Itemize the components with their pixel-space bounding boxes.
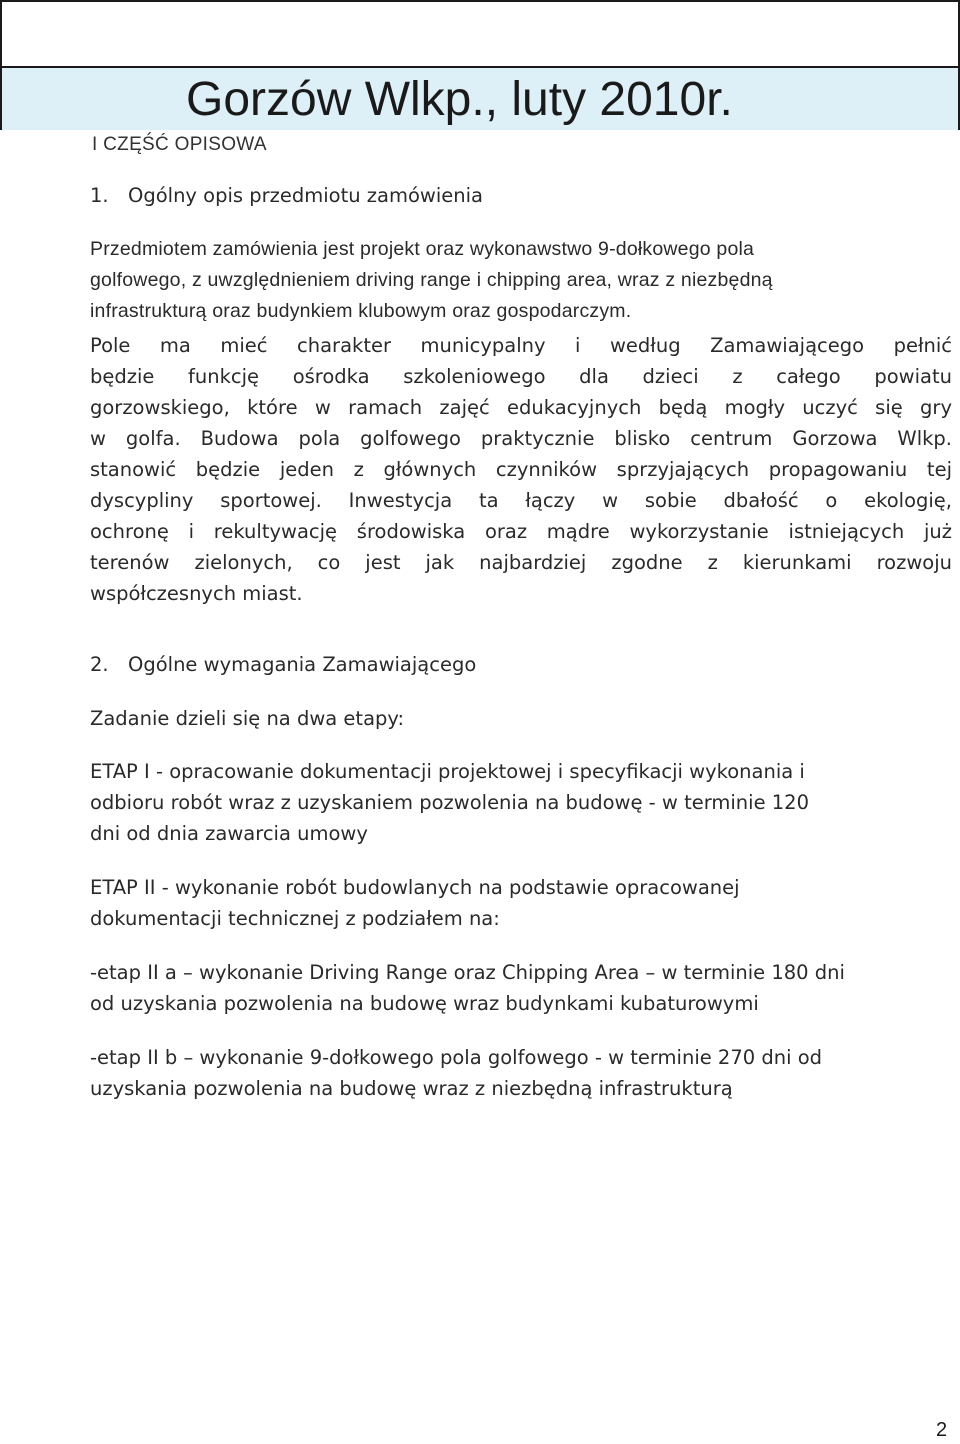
etap-1 <box>90 756 952 849</box>
section-2-number: 2. <box>90 653 109 676</box>
etap-2b-line: uzyskania pozwolenia na budowę wraz z niezbędną infrastrukturą <box>90 1077 733 1100</box>
body-line: ochronę i rekultywację środowiska oraz mądre wykorzystanie istniejących już <box>90 520 952 543</box>
section-1-number: 1. <box>90 184 109 207</box>
body-line: terenów zielonych, co jest jak najbardziej zgodne z kierunkami rozwoju <box>90 551 952 574</box>
page-number: 2 <box>936 1419 948 1441</box>
etap-2-line: ETAP II - wykonanie robót budowlanych na podstawie opracowanej <box>90 876 740 899</box>
body-line: dyscypliny sportowej. Inwestycja ta łączy w sobie dbałość o ekologię, <box>90 489 952 512</box>
stages-intro-text: Zadanie dzieli się na dwa etapy: <box>90 707 405 730</box>
section-2-heading <box>90 651 476 679</box>
section-2-title: Ogólne wymagania Zamawiającego <box>128 653 477 676</box>
etap-2a <box>90 957 952 1019</box>
intro-line: golfowego, z uwzględnieniem driving range i chipping area, wraz z niezbędną <box>90 269 773 291</box>
etap-1-line: ETAP I - opracowanie dokumentacji projektowej i specyfikacji wykonania i <box>90 760 805 783</box>
section-1-heading <box>90 182 483 210</box>
intro-line: Przedmiotem zamówienia jest projekt oraz wykonawstwo 9-dołkowego pola <box>90 238 755 260</box>
etap-2b <box>90 1042 952 1104</box>
part-title: I CZĘŚĆ OPISOWA <box>92 134 267 155</box>
body-line: gorzowskiego, które w ramach zajęć edukacyjnych będą mogły uczyć się gry <box>90 396 952 419</box>
etap-1-line: dni od dnia zawarcia umowy <box>90 822 368 845</box>
etap-2a-line: -etap II a – wykonanie Driving Range oraz Chipping Area – w terminie 180 dni <box>90 961 845 984</box>
body-line: Pole ma mieć charakter municypalny i według Zamawiającego pełnić <box>90 334 952 357</box>
body-line: stanowić będzie jeden z głównych czynników sprzyjających propagowaniu tej <box>90 458 952 481</box>
intro-line: infrastrukturą oraz budynkiem klubowym oraz gospodarczym. <box>90 300 632 322</box>
etap-1-line: odbioru robót wraz z uzyskaniem pozwolenia na budowę - w terminie 120 <box>90 791 809 814</box>
body-line: współczesnych miast. <box>90 582 303 605</box>
etap-2-line: dokumentacji technicznej z podziałem na: <box>90 907 500 930</box>
section-1-intro <box>90 234 952 327</box>
header-date-line: Gorzów Wlkp., luty 2010r. <box>186 73 733 126</box>
section-1-body <box>90 330 952 609</box>
etap-2a-line: od uzyskania pozwolenia na budowę wraz budynkami kubaturowymi <box>90 992 759 1015</box>
body-line: w golfa. Budowa pola golfowego praktycznie blisko centrum Gorzowa Wlkp. <box>90 427 952 450</box>
stages-intro <box>90 703 952 734</box>
body-line: będzie funkcję ośrodka szkoleniowego dla dzieci z całego powiatu <box>90 365 952 388</box>
etap-2b-line: -etap II b – wykonanie 9-dołkowego pola golfowego - w terminie 270 dni od <box>90 1046 823 1069</box>
etap-2 <box>90 872 952 934</box>
section-1-title: Ogólny opis przedmiotu zamówienia <box>128 184 484 207</box>
